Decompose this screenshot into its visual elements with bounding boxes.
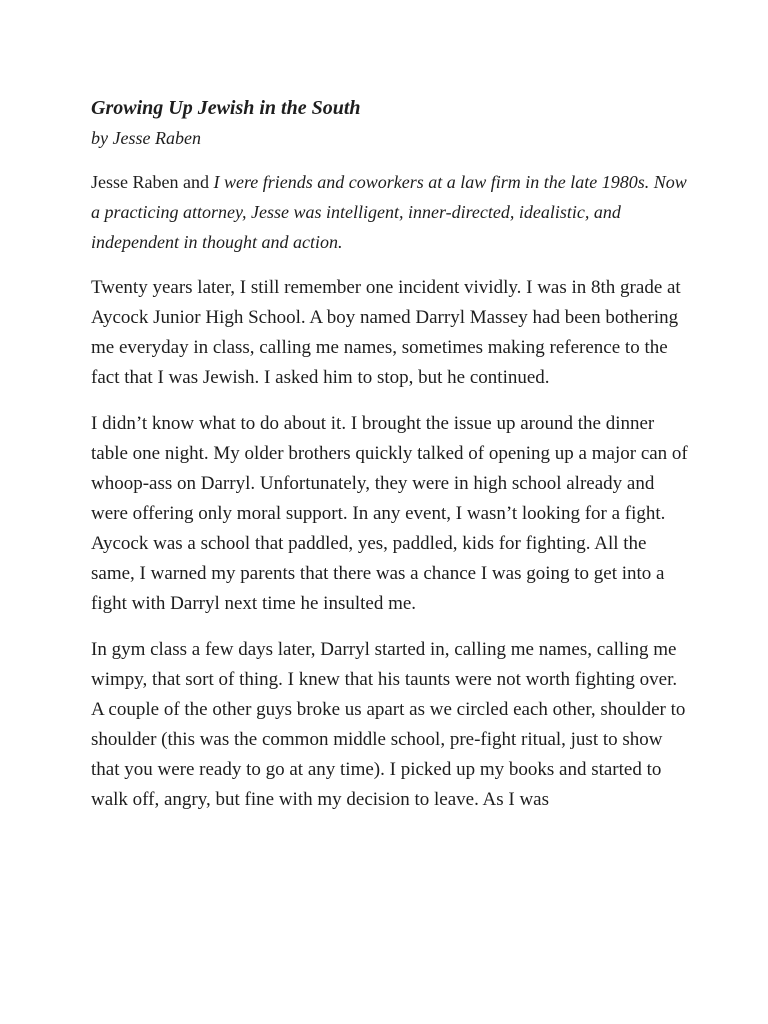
body-paragraph-3: In gym class a few days later, Darryl started in, calling me names, calling me wimpy, that sort of thing. I knew that his taunts were not worth fighting over. A couple of the other guys broke us apart as we circled each other, shoulder to shoulder (this was the common middle school, pre-fight ritual, just to show that you were ready to go at any time). I picked up my books and started to walk off, angry, but fine with my decision to leave. As I was [91, 639, 686, 810]
article-byline: by Jesse Raben [91, 128, 201, 148]
body-paragraph-1: Twenty years later, I still remember one incident vividly. I was in 8th grade at Aycock Junior High School. A boy named Darryl Massey had been bothering me everyday in class, calling me names, sometimes making reference to the fact that I was Jewish. I asked him to stop, but he continued. [91, 277, 681, 388]
intro-paragraph [91, 167, 691, 257]
intro-name: Jesse Raben and [91, 172, 209, 192]
intro-text: I were friends and coworkers at a law firm in the late 1980s. Now a practicing attorney, Jesse was intelligent, inner-directed, idealistic, and independent in thought and action. [91, 172, 687, 252]
document-page [91, 93, 691, 815]
article-title: Growing Up Jewish in the South [91, 97, 361, 119]
body-paragraph-2: I didn’t know what to do about it. I brought the issue up around the dinner table one night. My older brothers quickly talked of opening up a major can of whoop-ass on Darryl. Unfortunately, they were in high school already and were offering only moral support. In any event, I wasn’t looking for a fight. Aycock was a school that paddled, yes, paddled, kids for fighting. All the same, I warned my parents that there was a chance I was going to get into a fight with Darryl next time he insulted me. [91, 413, 688, 614]
